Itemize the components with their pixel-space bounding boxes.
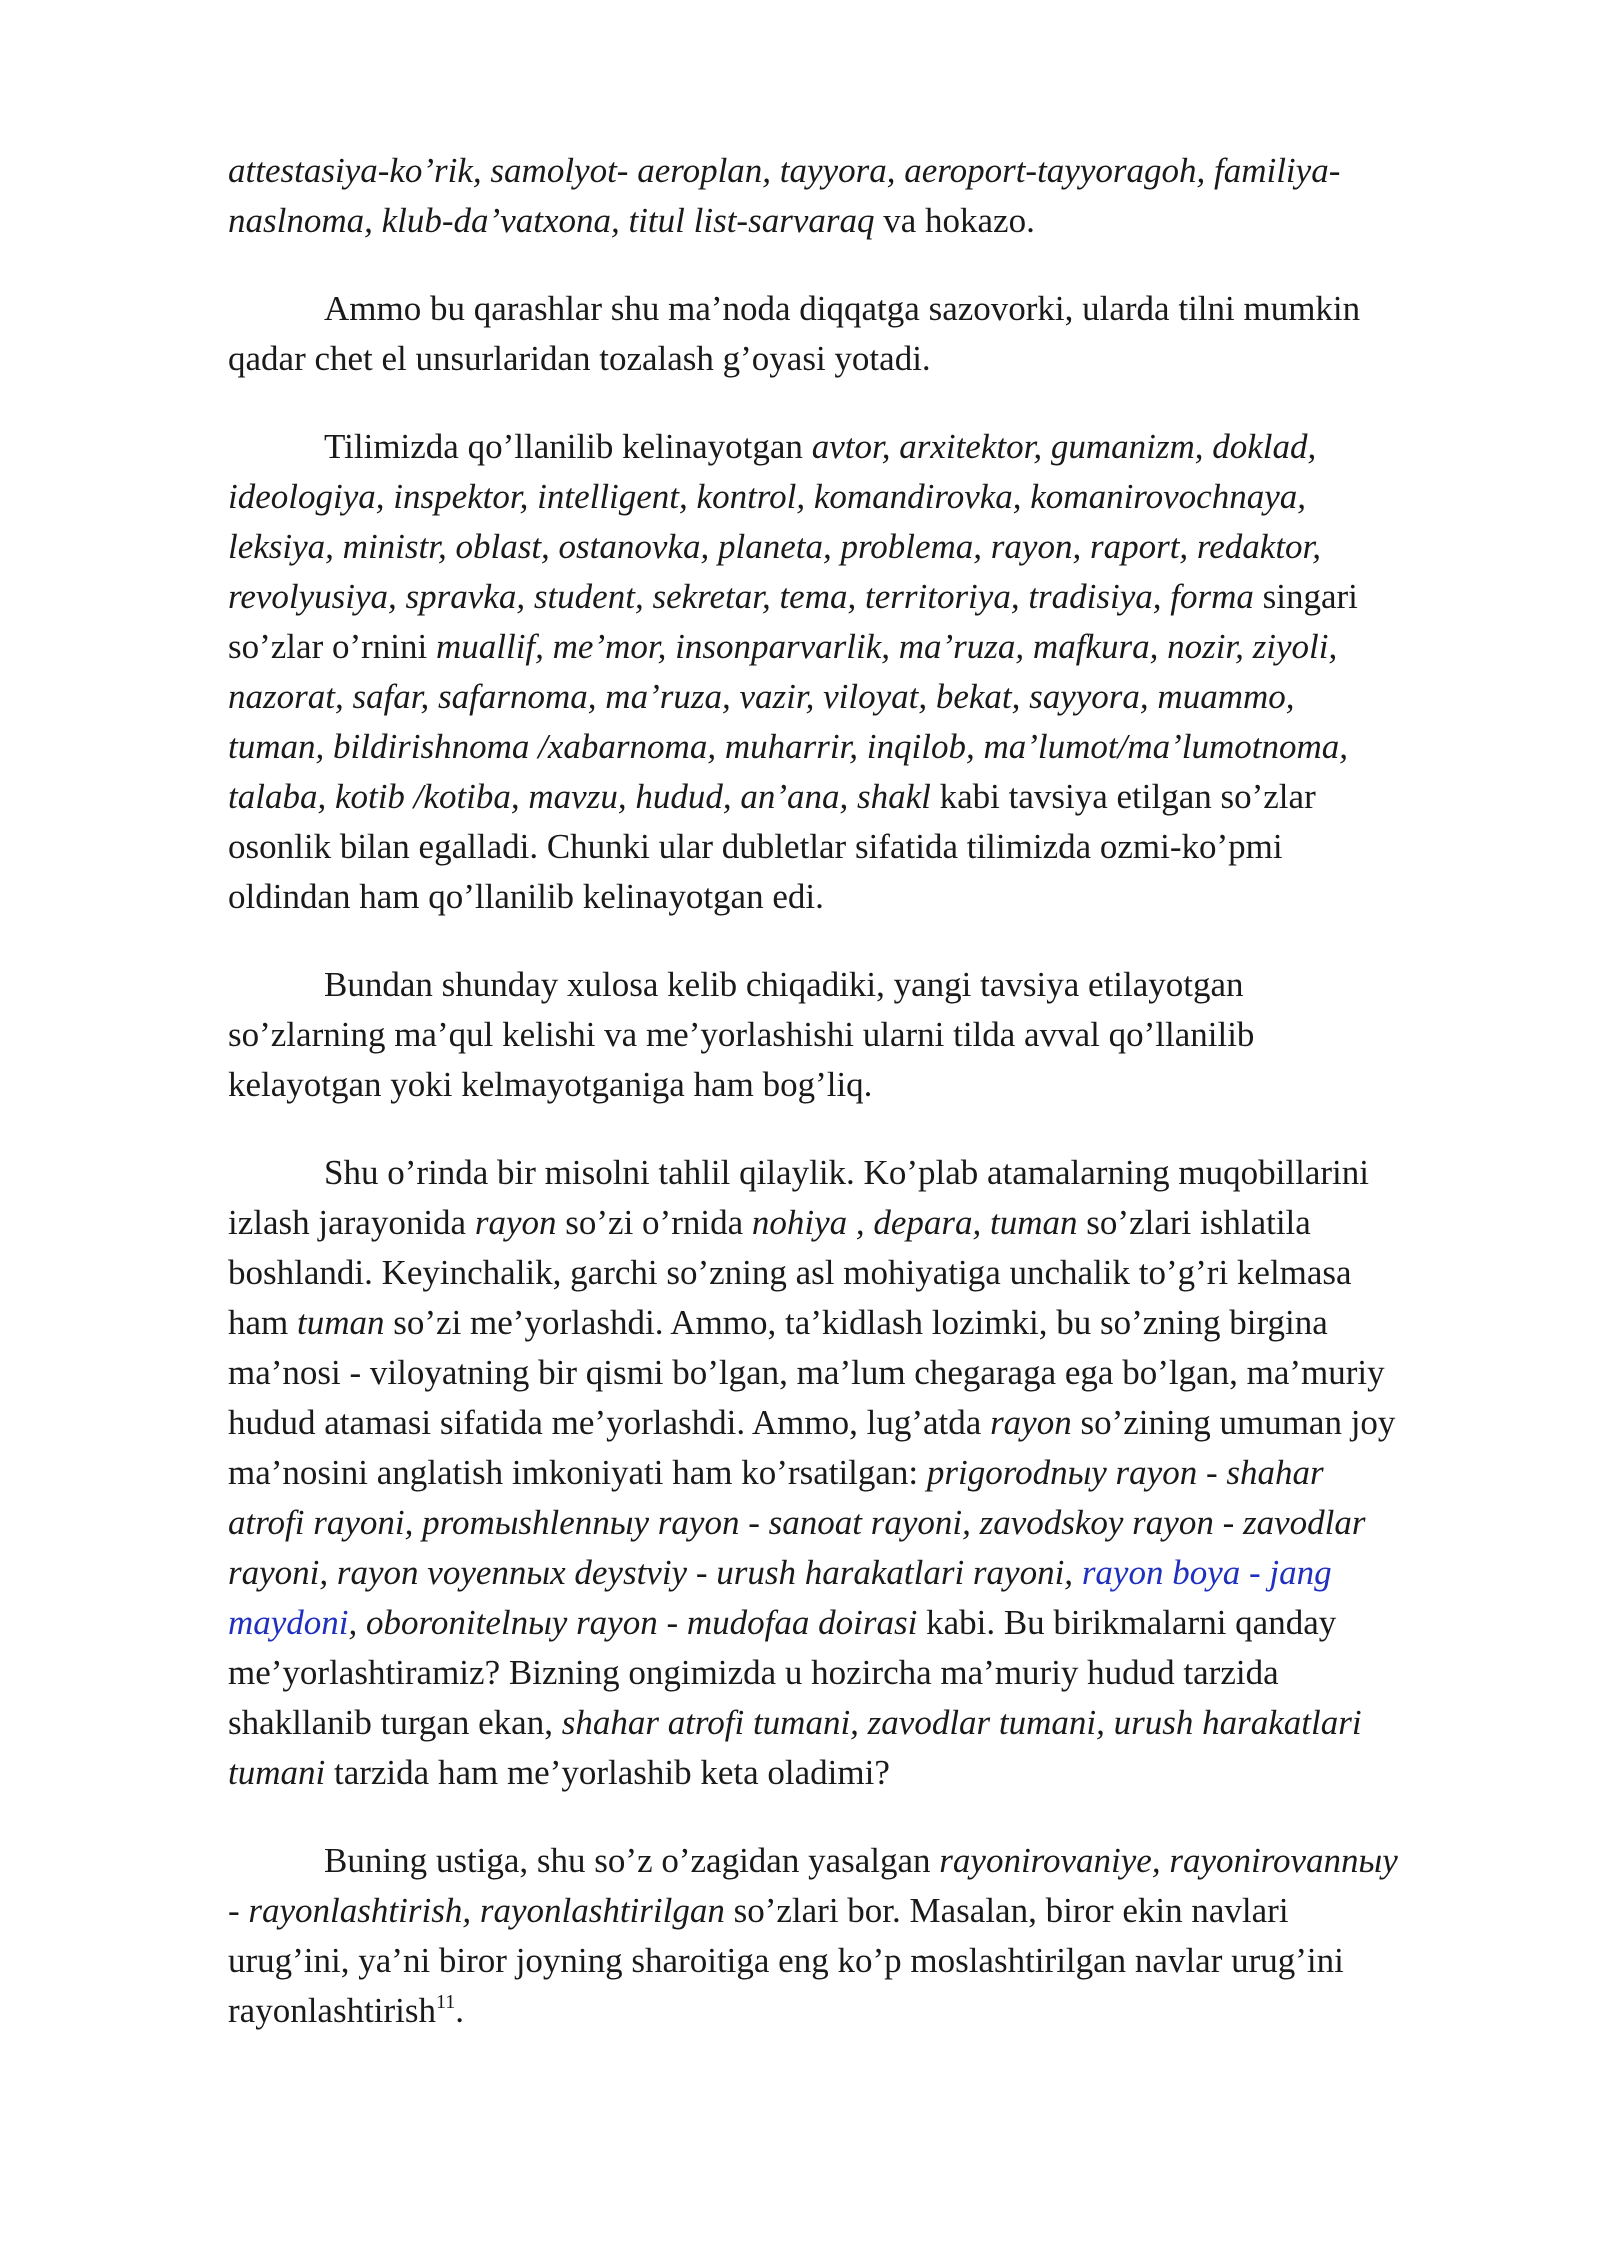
text-run: tarzida ham me’yorlashib keta oladimi? — [325, 1753, 890, 1792]
text-run: so’zining umuman joy — [1071, 1403, 1396, 1442]
italic-text-run: rayonlashtirish, rayonlashtirilgan — [248, 1891, 725, 1930]
text-run: kabi. Bu birikmalarni qanday — [917, 1603, 1337, 1642]
text-line — [228, 1986, 1488, 2036]
italic-text-run: rayon — [474, 1203, 557, 1242]
text-run: kabi tavsiya etilgan so’zlar — [930, 777, 1316, 816]
text-line — [228, 1348, 1488, 1398]
text-run: ma’nosini anglatish imkoniyati ham ko’rsatilgan: — [228, 1453, 927, 1492]
italic-text-run: rayon — [990, 1403, 1072, 1442]
italic-text-run: tumani — [228, 1753, 326, 1792]
italic-text-run: ideologiya, inspektor, intelligent, kontrol, komandirovka, komanirovochnaya, — [228, 477, 1306, 516]
text-line — [228, 1548, 1488, 1598]
italic-text-run: tuman — [297, 1303, 385, 1342]
text-line — [228, 284, 1488, 334]
text-line — [228, 422, 1488, 472]
italic-text-run: tuman, bildirishnoma /xabarnoma, muharrir, inqilob, ma’lumot/ma’lumotnoma, — [228, 727, 1349, 766]
text-run: Buning ustiga, shu so’z o’zagidan yasalgan — [324, 1841, 940, 1880]
italic-text-run: prigorodnыy rayon - shahar — [926, 1453, 1324, 1492]
text-run: Tilimizda qo’llanilib kelinayotgan — [324, 427, 812, 466]
text-line — [228, 1698, 1488, 1748]
text-line — [228, 772, 1488, 822]
document-page — [228, 146, 1488, 2074]
text-run: singari — [1253, 577, 1358, 616]
text-run: hudud atamasi sifatida me’yorlashdi. Ammo, lug’atda — [228, 1403, 991, 1442]
text-line — [228, 1886, 1488, 1936]
italic-text-run: naslnoma, klub-da’vatxona, titul list-sarvaraq — [228, 201, 875, 240]
text-line — [228, 572, 1488, 622]
text-line — [228, 1148, 1488, 1198]
text-run: ma’nosi - viloyatning bir qismi bo’lgan, ma’lum chegaraga ega bo’lgan, ma’muriy — [228, 1353, 1385, 1392]
text-line — [228, 960, 1488, 1010]
text-run: . — [455, 1991, 465, 2030]
paragraph-p1 — [228, 146, 1488, 246]
text-run: izlash jarayonida — [228, 1203, 475, 1242]
italic-text-run: maydoni — [228, 1603, 349, 1642]
italic-text-run: nohiya , depara, tuman — [751, 1203, 1078, 1242]
text-run: osonlik bilan egalladi. Chunki ular dubletlar sifatida tilimizda ozmi-ko’pmi — [228, 827, 1283, 866]
text-line — [228, 334, 1488, 384]
text-run: so’zi me’yorlashdi. Ammo, ta’kidlash lozimki, bu so’zning birgina — [384, 1303, 1328, 1342]
italic-text-run: avtor, arxitektor, gumanizm, doklad, — [811, 427, 1317, 466]
text-run: boshlandi. Keyinchalik, garchi so’zning asl mohiyatiga unchalik to’g’ri kelmasa — [228, 1253, 1352, 1292]
text-run: va hokazo. — [874, 201, 1035, 240]
paragraph-p3 — [228, 422, 1488, 922]
italic-text-run: nazorat, safar, safarnoma, ma’ruza, vazir, viloyat, bekat, sayyora, muammo, — [228, 677, 1295, 716]
text-line — [228, 822, 1488, 872]
text-run: so’zlarning ma’qul kelishi va me’yorlashishi ularni tilda avval qo’llanilib — [228, 1015, 1255, 1054]
text-line — [228, 472, 1488, 522]
paragraph-p2 — [228, 284, 1488, 384]
text-line — [228, 196, 1488, 246]
italic-text-run: , oboronitelnыy rayon - mudofaa doirasi — [348, 1603, 918, 1642]
text-run: ham — [228, 1303, 298, 1342]
text-line — [228, 1060, 1488, 1110]
text-run: - — [228, 1891, 249, 1930]
text-run: Bundan shunday xulosa kelib chiqadiki, yangi tavsiya etilayotgan — [324, 965, 1244, 1004]
text-run: me’yorlashtiramiz? Bizning ongimizda u hozircha ma’muriy hudud tarzida — [228, 1653, 1279, 1692]
text-line — [228, 1836, 1488, 1886]
italic-text-run: muallif, me’mor, insonparvarlik, ma’ruza, mafkura, nozir, ziyoli, — [435, 627, 1338, 666]
italic-text-run: rayonirovaniye, rayonirovannыy — [939, 1841, 1398, 1880]
text-run: Shu o’rinda bir misolni tahlil qilaylik. Ko’plab atamalarning muqobillarini — [324, 1153, 1369, 1192]
italic-text-run: revolyusiya, spravka, student, sekretar, tema, territoriya, tradisiya, forma — [228, 577, 1254, 616]
paragraph-p5 — [228, 1148, 1488, 1798]
text-run: urug’ini, ya’ni biror joyning sharoitiga eng ko’p moslashtirilgan navlar urug’ini — [228, 1941, 1344, 1980]
italic-text-run: rayoni, rayon voyennыx deystviy - urush harakatlari rayoni, — [228, 1553, 1082, 1592]
text-line — [228, 1648, 1488, 1698]
text-run: rayonlashtirish — [228, 1991, 437, 2030]
text-run: so’zi o’rnida — [556, 1203, 752, 1242]
italic-text-run: leksiya, ministr, oblast, ostanovka, planeta, problema, rayon, raport, redaktor, — [228, 527, 1322, 566]
paragraph-p4 — [228, 960, 1488, 1110]
text-run: shakllanib turgan ekan, — [228, 1703, 562, 1742]
text-run: so’zlari bor. Masalan, biror ekin navlari — [724, 1891, 1289, 1930]
text-run: Ammo bu qarashlar shu ma’noda diqqatga sazovorki, ularda tilni mumkin — [324, 289, 1361, 328]
text-line — [228, 672, 1488, 722]
text-line — [228, 622, 1488, 672]
italic-text-run: attestasiya-ko’rik, samolyot- aeroplan, tayyora, aeroport-tayyoragoh, familiya- — [228, 151, 1341, 190]
text-line — [228, 722, 1488, 772]
text-line — [228, 1298, 1488, 1348]
text-line — [228, 872, 1488, 922]
text-line — [228, 1398, 1488, 1448]
text-line — [228, 522, 1488, 572]
text-line — [228, 1598, 1488, 1648]
text-line — [228, 146, 1488, 196]
italic-text-run: atrofi rayoni, promыshlennыy rayon - sanoat rayoni, zavodskoy rayon - zavodlar — [228, 1503, 1366, 1542]
italic-text-run: talaba, kotib /kotiba, mavzu, hudud, an’ana, shakl — [228, 777, 931, 816]
text-line — [228, 1448, 1488, 1498]
italic-text-run: rayon boya - jang — [1081, 1553, 1332, 1592]
text-line — [228, 1936, 1488, 1986]
text-run: qadar chet el unsurlaridan tozalash g’oyasi yotadi. — [228, 339, 931, 378]
text-line — [228, 1010, 1488, 1060]
text-line — [228, 1498, 1488, 1548]
text-line — [228, 1248, 1488, 1298]
text-run: so’zlari ishlatila — [1077, 1203, 1311, 1242]
text-line — [228, 1748, 1488, 1798]
text-run: oldindan ham qo’llanilib kelinayotgan edi. — [228, 877, 824, 916]
footnote-marker: 11 — [436, 1991, 456, 2013]
text-run: so’zlar o’rnini — [228, 627, 436, 666]
text-run: kelayotgan yoki kelmayotganiga ham bog’liq. — [228, 1065, 873, 1104]
text-line — [228, 1198, 1488, 1248]
italic-text-run: shahar atrofi tumani, zavodlar tumani, urush harakatlari — [561, 1703, 1362, 1742]
paragraph-p6 — [228, 1836, 1488, 2036]
